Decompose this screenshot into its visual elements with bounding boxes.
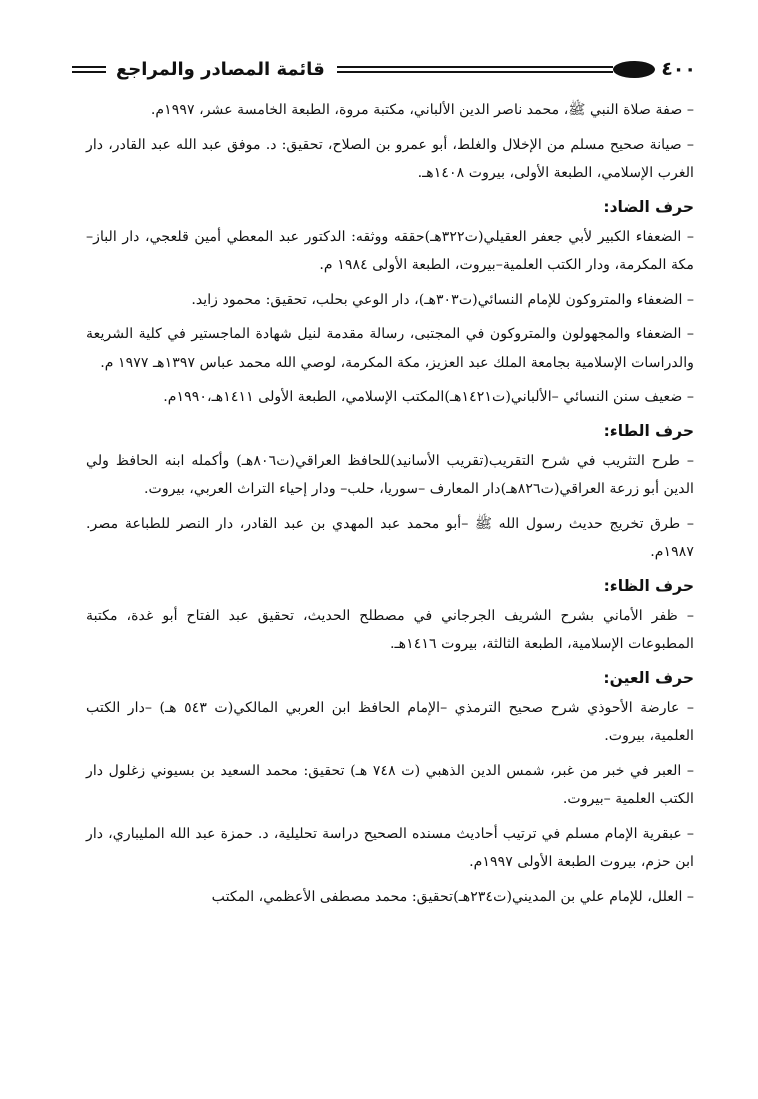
bibliography-entry: – العبر في خبر من غبر، شمس الدين الذهبي (ت ٧٤٨ هـ) تحقيق: محمد السعيد بن بسيوني زغلول دار الكتب العلمية –بيروت. [86,762,694,807]
bibliography-entry: – ظفر الأماني بشرح الشريف الجرجاني في مصطلح الحديث، تحقيق عبد الفتاح أبو غدة، مكتبة المطبوعات الإسلامية، الطبعة الثالثة، بيروت ١٤١٦هـ. [86,607,694,652]
bibliography-entry: – طرق تخريج حديث رسول الله ﷺ –أبو محمد عبد المهدي بن عبد القادر، دار النصر للطباعة مصر. ١٩٨٧م. [86,515,694,560]
section-heading: حرف الطاء: [603,421,694,440]
bibliography-entry: – الضعفاء والمجهولون والمتروكون في المجتبى، رسالة مقدمة لنيل شهادة الماجستير في كلية الشريعة والدراسات الإسلامية بجامعة الملك عبد العزيز، مكة المكرمة، لوصي الله محمد عباس ١٣٩٧هـ ١٩٧٧ م. [86,326,694,371]
bibliography-section [86,418,694,567]
section-heading: حرف العين: [603,668,694,687]
bibliography-entry: – ضعيف سنن النسائي –الألباني(ت١٤٢١هـ)المكتب الإسلامي، الطبعة الأولى ١٤١١هـ،١٩٩٠م. [163,389,694,405]
bibliography-entry: – الضعفاء والمتروكون للإمام النسائي(ت٣٠٣هـ)، دار الوعي بحلب، تحقيق: محمود زايد. [191,291,694,308]
bibliography-entry: – صفة صلاة النبي ﷺ، محمد ناصر الدين الألباني، مكتبة مروة، الطبعة الخامسة عشر، ١٩٩٧م. [150,102,694,118]
bibliography-entry: – طرح التثريب في شرح التقريب(تقريب الأسانيد)للحافظ العراقي(ت٨٠٦هـ) وأكمله ابنه الحافظ ولي الدين أبو زرعة العراقي(ت٨٢٦هـ)دار المعارف –سوريا، حلب– ودار إحياء التراث العربي، بيروت. [86,452,694,497]
section-heading: حرف الضاد: [603,197,694,216]
bibliography-content [86,96,694,917]
header-rule [337,66,613,73]
section-heading: حرف الظاء: [603,576,694,595]
bibliography-section [86,665,694,912]
bibliography-entry: – صيانة صحيح مسلم من الإخلال والغلط، أبو عمرو بن الصلاح، تحقيق: د. موفق عبد الله عبد القادر، دار الغرب الإسلامي، الطبعة الأولى، بيروت ١٤٠٨هـ. [86,136,694,181]
header-rule-short [72,66,106,73]
bibliography-entry: – عارضة الأحوذي شرح صحيح الترمذي –الإمام الحافظ ابن العربي المالكي(ت ٥٤٣ هـ) –دار الكتب العلمية، بيروت. [86,699,694,744]
header-ornament [613,61,655,78]
bibliography-section [86,96,694,188]
page-header [72,52,696,86]
bibliography-section [86,194,694,412]
running-title: قائمة المصادر والمراجع [116,58,325,80]
bibliography-entry: – العلل، للإمام علي بن المديني(ت٢٣٤هـ)تحقيق: محمد مصطفى الأعظمي، المكتب [211,888,694,905]
bibliography-entry: – عبقرية الإمام مسلم في ترتيب أحاديث مسنده الصحيح دراسة تحليلية، د. حمزة عبد الله المليباري، دار ابن حزم، بيروت الطبعة الأولى ١٩٩٧م. [86,825,694,870]
bibliography-section [86,573,694,659]
bibliography-entry: – الضعفاء الكبير لأبي جعفر العقيلي(ت٣٢٢هـ)حققه ووثقه: الدكتور عبد المعطي أمين قلعجي، دار الباز–مكة المكرمة، ودار الكتب العلمية–بيروت، الطبعة الأولى ١٩٨٤ م. [86,228,694,273]
page-number: ٤٠٠ [661,58,696,80]
